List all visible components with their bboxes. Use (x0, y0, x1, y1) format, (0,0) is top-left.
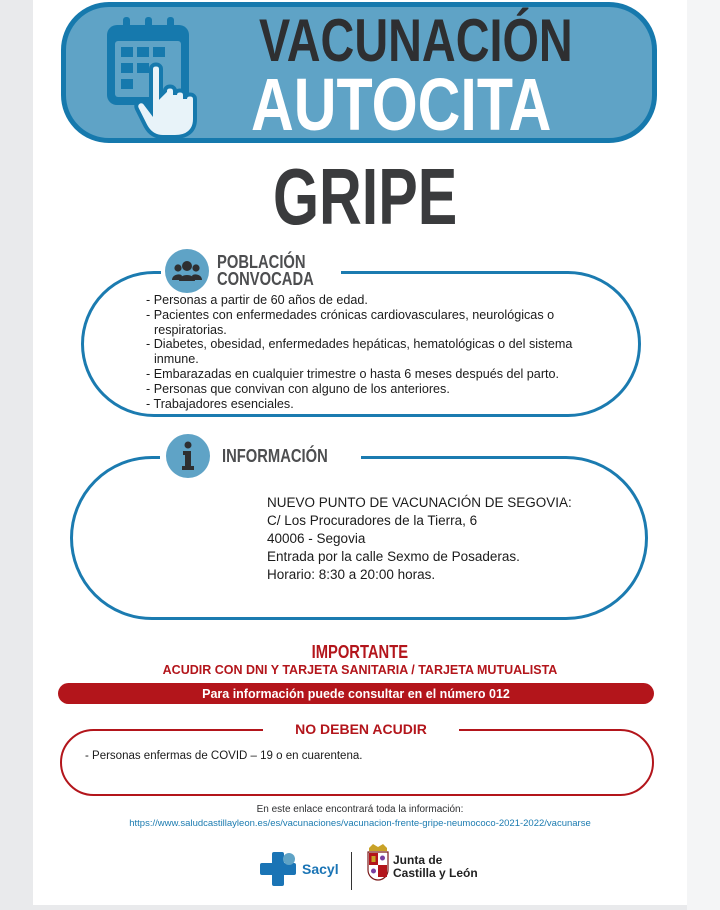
info-line: Horario: 8:30 a 20:00 horas. (267, 567, 436, 582)
title-gripe: GRIPE (273, 152, 458, 241)
no-acudir-title: NO DEBEN ACUDIR (263, 719, 459, 739)
poblacion-header (161, 248, 341, 294)
no-acudir-item: - Personas enfermas de COVID – 19 o en cuarentena. (85, 750, 363, 762)
sacyl-cross-icon (258, 852, 298, 886)
list-item: - Embarazadas en cualquier trimestre o hasta 6 meses después del parto. (146, 366, 560, 381)
poblacion-title-1: POBLACIÓN (217, 252, 306, 272)
title-autocita: AUTOCITA (251, 63, 552, 146)
phone-info-text: Para información puede consultar en el número 012 (202, 686, 510, 701)
junta-text (393, 854, 478, 880)
list-item: - Diabetes, obesidad, enfermedades hepáticas, hematológicas o del sistema (146, 337, 573, 352)
junta-line-2: Castilla y León (393, 866, 478, 880)
logos-row (33, 842, 687, 894)
list-item: - Pacientes con enfermedades crónicas cardiovasculares, neurológicas o (146, 307, 555, 322)
phone-info-bar (58, 683, 654, 704)
calendar-hand-click-icon (101, 11, 209, 141)
info-line: C/ Los Procuradores de la Tierra, 6 (267, 513, 478, 528)
people-group-icon (165, 249, 209, 293)
junta-logo (365, 842, 478, 882)
list-item: - Trabajadores esenciales. (146, 396, 294, 411)
importante-title-text: IMPORTANTE (311, 642, 409, 662)
poblacion-title-2: CONVOCADA (217, 269, 314, 289)
importante-title (33, 642, 687, 663)
sacyl-label: Sacyl (302, 861, 339, 877)
poster-page (33, 0, 687, 905)
info-link[interactable]: https://www.saludcastillayleon.es/es/vacunaciones/vacunacion-frente-gripe-neumococo-2021-2022/vacunarse (129, 818, 591, 829)
informacion-text (267, 494, 572, 584)
header-banner (61, 2, 657, 146)
info-icon (166, 434, 210, 478)
no-acudir-frame (60, 729, 654, 796)
informacion-title: INFORMACIÓN (222, 445, 328, 466)
viewer-side-strip (687, 0, 720, 910)
importante-subtitle: ACUDIR CON DNI Y TARJETA SANITARIA / TARJETA MUTUALISTA (162, 663, 558, 677)
logo-divider (351, 852, 352, 890)
info-line: 40006 - Segovia (267, 531, 366, 546)
list-item: inmune. (154, 352, 199, 367)
list-item: respiratorias. (154, 322, 227, 337)
title-vacunacion: VACUNACIÓN (259, 7, 573, 74)
info-line: Entrada por la calle Sexmo de Posaderas. (267, 549, 520, 564)
info-line: NUEVO PUNTO DE VACUNACIÓN DE SEGOVIA: (267, 495, 572, 510)
informacion-header (160, 433, 361, 479)
poblacion-list (146, 293, 586, 411)
list-item: - Personas a partir de 60 años de edad. (146, 293, 368, 307)
coat-of-arms-icon (365, 842, 391, 882)
list-item: - Personas que convivan con alguno de los anteriores. (146, 381, 450, 396)
footer-text: En este enlace encontrará toda la información: (256, 804, 464, 815)
sacyl-logo (258, 852, 339, 886)
junta-line-1: Junta de (393, 853, 443, 867)
